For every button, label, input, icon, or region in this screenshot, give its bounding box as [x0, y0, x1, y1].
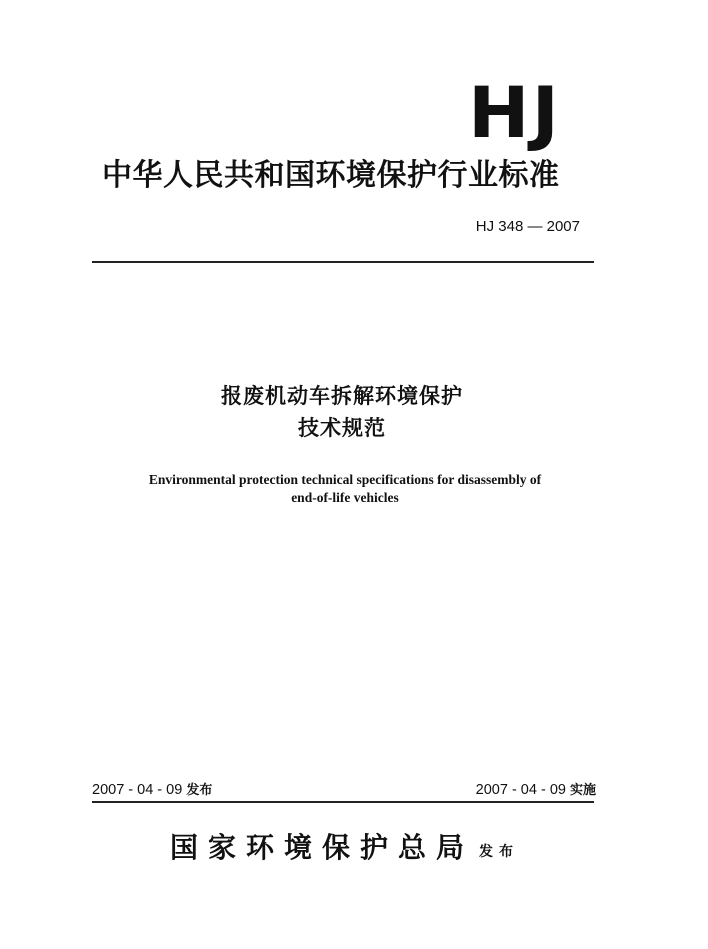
- issue-date-block: [92, 781, 212, 800]
- issued-by-label: 发布: [479, 844, 519, 860]
- issue-date: 2007 - 04 - 09: [92, 782, 183, 798]
- issuing-authority: 国家环境保护总局: [170, 831, 475, 864]
- chinese-title-line-1: 报废机动车拆解环境保护: [221, 384, 463, 408]
- implementation-date: 2007 - 04 - 09: [475, 782, 566, 798]
- chinese-title-line-2: 技术规范: [298, 416, 386, 440]
- footer-divider: [92, 801, 594, 803]
- issue-date-label: 发布: [186, 783, 213, 798]
- hj-logo: HJ: [468, 72, 562, 154]
- implementation-date-block: [476, 781, 596, 800]
- org-standard-title: 中华人民共和国环境保护行业标准: [102, 158, 560, 193]
- header-divider: [92, 261, 594, 263]
- standard-number: HJ 348 — 2007: [475, 218, 580, 235]
- english-title-line-1: Environmental protection technical specifications for disassembly of: [148, 472, 542, 487]
- english-title-line-2: end-of-life vehicles: [291, 490, 399, 505]
- implementation-date-label: 实施: [569, 783, 596, 798]
